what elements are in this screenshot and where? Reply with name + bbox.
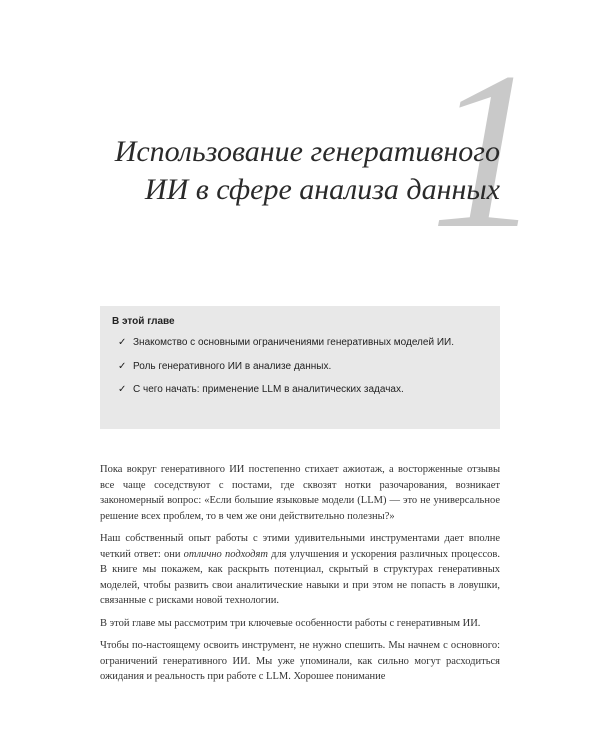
- paragraph: В этой главе мы рассмотрим три ключевые особенности работы с генеративным ИИ.: [100, 617, 481, 629]
- chapter-overview-box: [100, 306, 500, 429]
- emphasis-text: отлично подходят: [183, 548, 268, 560]
- paragraph: [100, 531, 500, 609]
- list-item-text: Роль генеративного ИИ в анализе данных.: [133, 360, 332, 372]
- list-item-text: С чего начать: применение LLM в аналитических задачах.: [133, 384, 404, 395]
- chapter-title: [60, 133, 500, 209]
- checkmark-icon: ✓: [118, 337, 127, 348]
- overview-heading: В этой главе: [112, 316, 175, 327]
- list-item: [112, 359, 488, 375]
- checkmark-icon: ✓: [118, 360, 127, 372]
- paragraph: Пока вокруг генеративного ИИ постепенно стихает ажиотаж, а восторженные отзывы все чаще соседствуют с постами, где сквозят нотки разочарования, возникает закономерный вопрос: «Если большие языковые модели (LLM) — это не универсальное решение всех проблем, то в чем же они действительно полезны?»: [100, 464, 500, 522]
- chapter-title-line-1: Использование генеративного: [114, 135, 500, 168]
- chapter-number: 1: [430, 25, 543, 275]
- checkmark-icon: ✓: [118, 384, 127, 395]
- list-item: [112, 382, 488, 398]
- list-item: [112, 335, 488, 351]
- list-item-text: Знакомство с основными ограничениями генеративных моделей ИИ.: [133, 337, 454, 348]
- overview-list: [112, 335, 488, 398]
- paragraph-text: Наш собственный опыт работы с этими удивительными инструментами дает вполне четкий ответ: они: [100, 533, 500, 560]
- paragraph: Чтобы по-настоящему освоить инструмент, не нужно спешить. Мы начнем с основного: ограничений генеративного ИИ. Мы уже упоминали, как сильно могут расходиться ожидания и реальность при работе с LLM. Хорошее понимание: [100, 640, 500, 682]
- chapter-title-line-2: ИИ в сфере анализа данных: [144, 173, 500, 206]
- body-text: [100, 462, 500, 692]
- paragraph-text: для улучшения и ускорения различных процессов. В книге мы покажем, как раскрыть потенциал, скрытый в структурах генеративных моделей, чтобы развить свои аналитические навыки и при этом не попасть в ловушки, связанные с рисками новой технологии.: [100, 548, 501, 606]
